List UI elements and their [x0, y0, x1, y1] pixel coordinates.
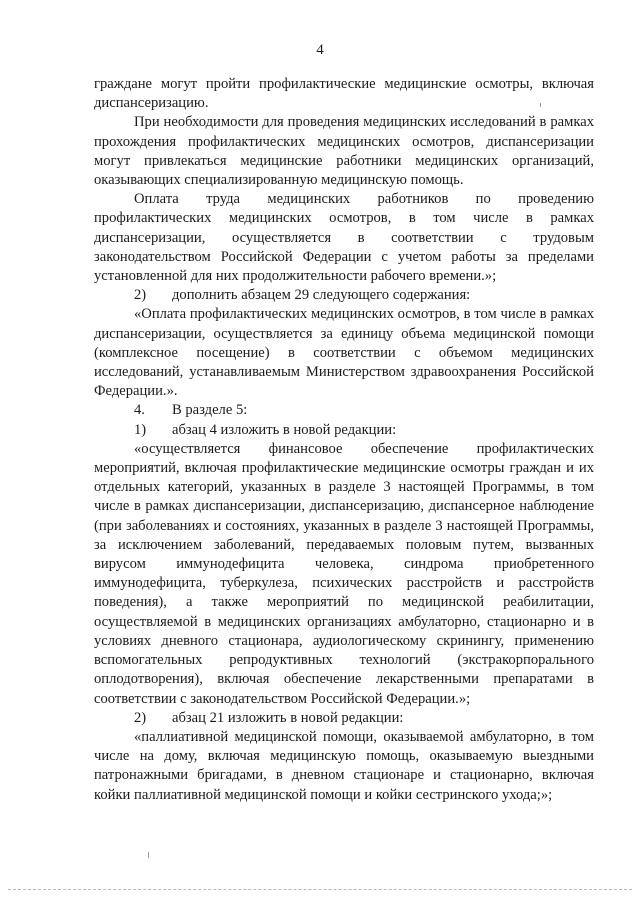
- item-number: 4.: [134, 402, 145, 419]
- item-text: В разделе 5:: [172, 402, 248, 419]
- scan-speck: [540, 103, 541, 107]
- item-text: дополнить абзацем 29 следующего содержания:: [172, 287, 471, 304]
- list-item-1: [94, 421, 594, 440]
- paragraph-quote-2: «осуществляется финансовое обеспечение профилактических мероприятий, включая профилактические медицинские осмотры граждан и их отдельных категорий, указанных в разделе 3 настоящей Программы, в том числе в рамках диспансеризации, диспансеризацию, диспансерное наблюдение (при заболеваниях и состояниях, указанных в разделе 3 настоящей Программы, за исключением заболеваний, передаваемых половым путем, вызванных вирусом иммунодефицита человека, синдрома приобретенного иммунодефицита, туберкулеза, психических расстройств и расстройств поведения), а также мероприятий по медицинской реабилитации, осуществляемой в медицинских организациях амбулаторно, стационарно и в условиях дневного стационара, аудиологическому скринингу, применению вспомогательных репродуктивных технологий (экстракорпорального оплодотворения), включая обеспечение лекарственными препаратами в соответствии с законодательством Российской Федерации.»;: [94, 440, 594, 707]
- scan-speck: [148, 852, 149, 858]
- list-item-2: [94, 286, 594, 305]
- paragraph-3: Оплата труда медицинских работников по проведению профилактических медицинских осмотров, в том числе в рамках диспансеризации, осуществляется в соответствии с трудовым законодательством Российской Федерации с учетом работы за пределами установленной для них продолжительности рабочего времени.»;: [94, 191, 594, 285]
- section-item-4: [94, 401, 594, 420]
- item-text: абзац 21 изложить в новой редакции:: [172, 709, 404, 726]
- item-number: 1): [134, 421, 147, 438]
- paragraph-2: При необходимости для проведения медицинских исследований в рамках прохождения профилактических медицинских осмотров, диспансеризации могут привлекаться медицинские работники медицинских организаций, оказывающих специализированную медицинскую помощь.: [94, 114, 594, 189]
- document-body: [94, 75, 594, 805]
- list-item-2b: [94, 709, 594, 728]
- page-number: 4: [316, 42, 324, 58]
- scan-artifact-line: [8, 889, 632, 890]
- item-number: 2): [134, 709, 147, 726]
- item-number: 2): [134, 287, 147, 304]
- paragraph-quote-1: «Оплата профилактических медицинских осмотров, в том числе в рамках диспансеризации, осуществляется за единицу объема медицинской помощи (комплексное посещение) в соответствии с объемом медицинских исследований, устанавливаемым Министерством здравоохранения Российской Федерации.».: [94, 306, 594, 400]
- paragraph-quote-3: «паллиативной медицинской помощи, оказываемой амбулаторно, в том числе на дому, включая медицинскую помощь, оказываемую выездными патронажными бригадами, в дневном стационаре и стационарно, включая койки паллиативной медицинской помощи и койки сестринского ухода;»;: [94, 728, 594, 803]
- item-text: абзац 4 изложить в новой редакции:: [172, 421, 397, 438]
- paragraph-1: граждане могут пройти профилактические медицинские осмотры, включая диспансеризацию.: [94, 76, 594, 112]
